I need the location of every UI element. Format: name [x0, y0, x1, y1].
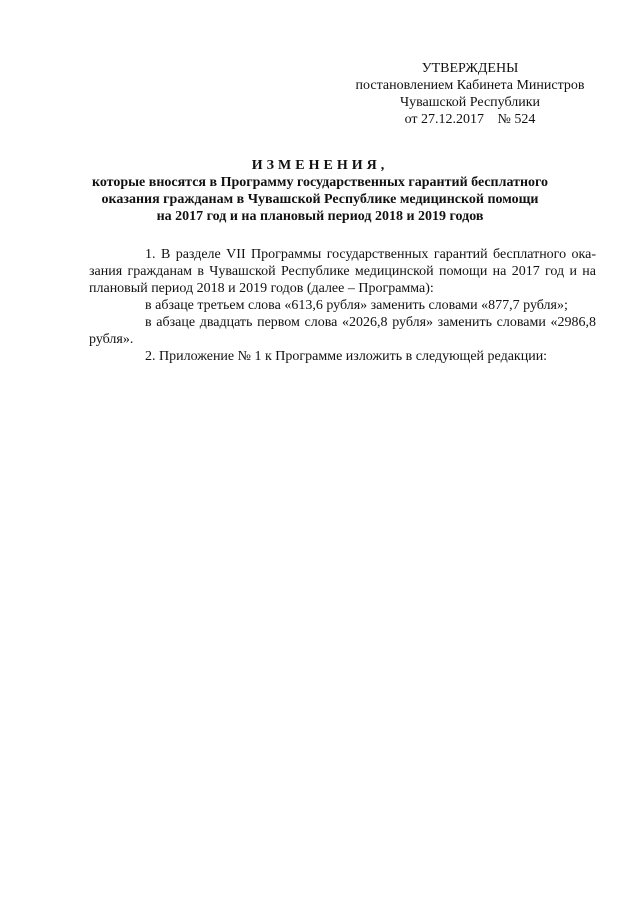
heading-subtitle-line-3: на 2017 год и на плановый период 2018 и 2019 годов [156, 209, 484, 224]
approval-date: от 27.12.2017 [404, 112, 485, 127]
approval-date-number [340, 111, 600, 128]
heading-subtitle-line-2: оказания гражданам в Чувашской Республике медицинской помощи [101, 192, 539, 207]
approval-authority: постановлением Кабинета Министров [355, 78, 585, 93]
paragraph-third-clause: в абзаце третьем слова «613,6 рубля» заменить словами «877,7 рубля»; [145, 298, 568, 313]
document-heading [90, 157, 550, 225]
paragraph-item-1: 1. В разделе VII Программы государственных гарантий бесплатного оказания гражданам в Чувашской Республике медицинской помощи на 2017 год и на плановый период 2018 и 2019 годов (далее – Программа): [89, 247, 596, 296]
document-body [89, 246, 596, 365]
approval-title: УТВЕРЖДЕНЫ [421, 61, 519, 76]
approval-republic: Чувашской Республики [399, 95, 541, 110]
approval-block [340, 60, 600, 128]
paragraph-twenty-first-clause: в абзаце двадцать первом слова «2026,8 рубля» заменить словами «2986,8 рубля». [89, 315, 596, 347]
heading-subtitle-line-1: которые вносятся в Программу государственных гарантий бесплатного [91, 175, 549, 190]
approval-number: № 524 [497, 112, 536, 127]
paragraph-item-2: 2. Приложение № 1 к Программе изложить в следующей редакции: [145, 349, 548, 364]
heading-title: ИЗМЕНЕНИЯ, [251, 158, 389, 173]
